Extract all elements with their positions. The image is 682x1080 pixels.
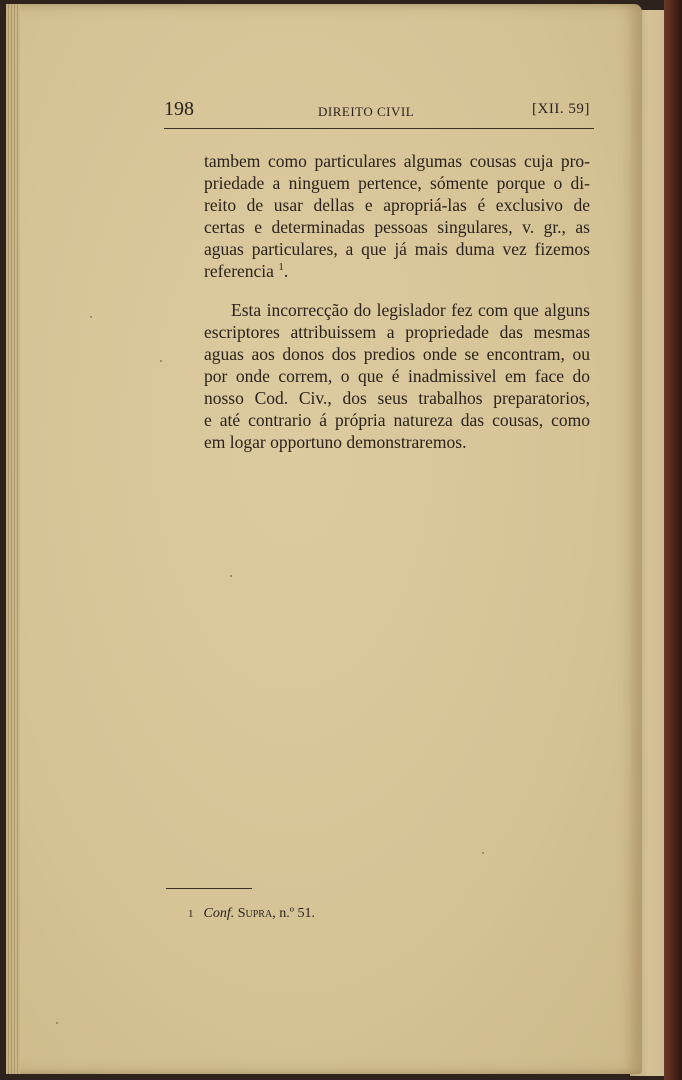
paper-speck <box>56 1022 58 1024</box>
page-stack-edges <box>6 4 20 1074</box>
text-line: por onde correm, o que é inadmissivel em face do <box>204 366 590 386</box>
footnote-rule <box>166 888 252 889</box>
text-line: escriptores attribuissem a propriedade das mesmas <box>204 322 590 342</box>
paper-speck <box>482 852 484 854</box>
text-line: reito de usar dellas e apropriá-las é exclusivo de <box>204 195 590 215</box>
text-line: em logar opportuno demonstraremos. <box>204 432 467 452</box>
section-reference: [XII. 59] <box>532 101 590 117</box>
paper-speck <box>90 316 92 318</box>
footnote-supra: Supra <box>237 906 273 921</box>
book-cover-edge <box>664 0 682 1080</box>
page-number: 198 <box>164 98 194 120</box>
text-line: aguas aos donos dos predios onde se encontram, ou <box>204 344 590 364</box>
text-line: e até contrario á própria natureza das cousas, como <box>204 410 590 430</box>
text-line: nosso Cod. Civ., dos seus trabalhos preparatorios, <box>204 388 590 408</box>
footnote-marker: 1 <box>278 261 284 274</box>
footnote-conf: Conf. <box>203 906 235 921</box>
paragraph-1 <box>204 150 590 282</box>
footnote-number: 1 <box>188 908 194 920</box>
paper-speck <box>230 575 232 577</box>
text-line: certas e determinadas pessoas singulares, v. gr., as <box>204 217 590 237</box>
text-line: tambem como particulares algumas cousas cuja pro- <box>204 151 590 171</box>
footnote-ref: , n.º 51. <box>272 906 316 921</box>
text-line: Esta incorrecção do legislador fez com que alguns <box>231 300 590 320</box>
paragraph-2 <box>204 299 590 453</box>
text-line: priedade a ninguem pertence, sómente porque o di- <box>204 173 590 193</box>
header-rule <box>164 128 594 129</box>
text-line-last <box>204 260 590 282</box>
footnote <box>188 906 315 922</box>
paper-speck <box>160 360 162 362</box>
end-punctuation: . <box>283 261 289 281</box>
running-title: DIREITO CIVIL <box>318 104 415 119</box>
text-line-words: referencia <box>204 261 274 281</box>
text-line: aguas particulares, a que já mais duma vez fizemos <box>204 239 590 259</box>
